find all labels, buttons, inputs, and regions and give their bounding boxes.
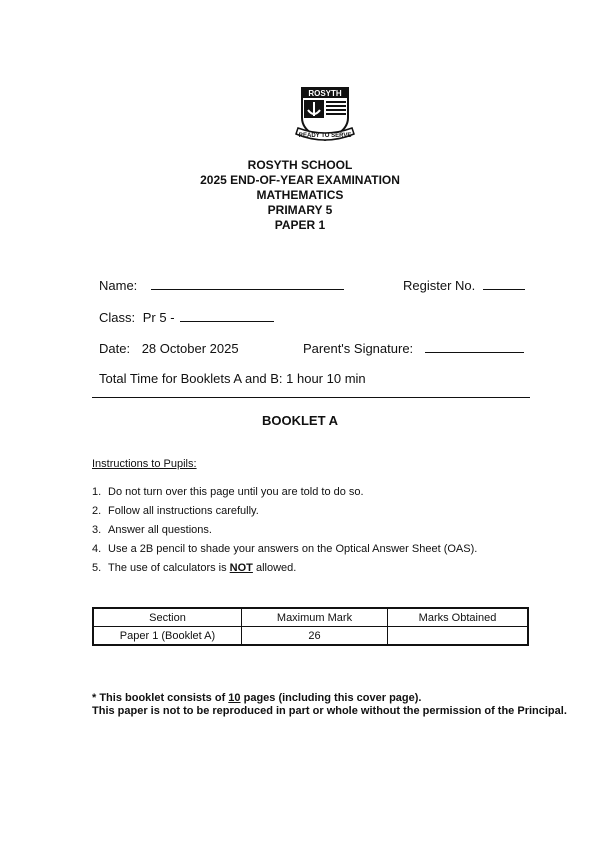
table-cell: 26	[242, 627, 388, 646]
instruction-item	[92, 483, 477, 502]
signature-label: Parent's Signature:	[303, 341, 414, 356]
instruction-text: The use of calculators is	[108, 562, 230, 574]
class-label: Class:	[99, 310, 136, 325]
svg-text:ROSYTH: ROSYTH	[308, 89, 342, 98]
total-time: Total Time for Booklets A and B: 1 hour 10 min	[99, 371, 366, 386]
footer-notes	[92, 692, 567, 718]
subject-title: MATHEMATICS	[256, 188, 344, 202]
date-field	[99, 341, 239, 356]
instruction-number: 2.	[92, 505, 102, 517]
register-line[interactable]	[483, 288, 525, 290]
instruction-item	[92, 559, 477, 578]
table-header-row	[93, 608, 528, 627]
booklet-title: BOOKLET A	[261, 413, 339, 428]
instruction-number: 3.	[92, 524, 102, 536]
signature-field	[303, 341, 524, 356]
paper-title: PAPER 1	[274, 218, 326, 232]
marks-obtained-cell[interactable]	[388, 627, 529, 646]
svg-text:READY TO SERVE: READY TO SERVE	[298, 133, 352, 139]
instruction-item	[92, 502, 477, 521]
instructions-list	[92, 483, 477, 578]
table-header: Section	[93, 608, 242, 627]
school-crest-logo	[294, 84, 356, 146]
register-field	[403, 278, 525, 293]
divider-line	[92, 397, 530, 398]
copyright-note: This paper is not to be reproduced in part or whole without the permission of the Principal.	[92, 705, 567, 717]
class-field	[99, 310, 274, 325]
pages-note-text: * This booklet consists of	[92, 692, 229, 704]
class-prefix: Pr 5 -	[142, 310, 175, 325]
instruction-item	[92, 540, 477, 559]
table-row	[93, 627, 528, 646]
pages-note	[92, 692, 567, 705]
signature-line[interactable]	[425, 351, 524, 353]
marks-table	[92, 607, 529, 646]
name-label: Name:	[99, 278, 138, 293]
instruction-text: Use a 2B pencil to shade your answers on the Optical Answer Sheet (OAS).	[108, 543, 478, 555]
instruction-emphasis: NOT	[229, 562, 253, 574]
instruction-number: 4.	[92, 543, 102, 555]
date-label: Date:	[99, 341, 131, 356]
table-cell: Paper 1 (Booklet A)	[93, 627, 242, 646]
instruction-text: allowed.	[252, 562, 297, 574]
table-header: Maximum Mark	[242, 608, 388, 627]
page-count: 10	[228, 692, 241, 704]
instructions-title: Instructions to Pupils:	[92, 458, 197, 470]
exam-title: 2025 END-OF-YEAR EXAMINATION	[200, 173, 400, 187]
class-line[interactable]	[180, 320, 274, 322]
level-title: PRIMARY 5	[267, 203, 333, 217]
date-value: 28 October 2025	[141, 341, 239, 356]
table-header: Marks Obtained	[388, 608, 529, 627]
instruction-text: Do not turn over this page until you are told to do so.	[108, 486, 364, 498]
name-field	[99, 278, 344, 293]
pages-note-text: pages (including this cover page).	[240, 692, 422, 704]
instruction-item	[92, 521, 477, 540]
instruction-number: 1.	[92, 486, 102, 498]
register-label: Register No.	[403, 278, 476, 293]
instruction-text: Follow all instructions carefully.	[108, 505, 259, 517]
name-line[interactable]	[151, 288, 344, 290]
instruction-text: Answer all questions.	[108, 524, 212, 536]
school-name: ROSYTH SCHOOL	[247, 158, 353, 172]
instruction-number: 5.	[92, 562, 102, 574]
